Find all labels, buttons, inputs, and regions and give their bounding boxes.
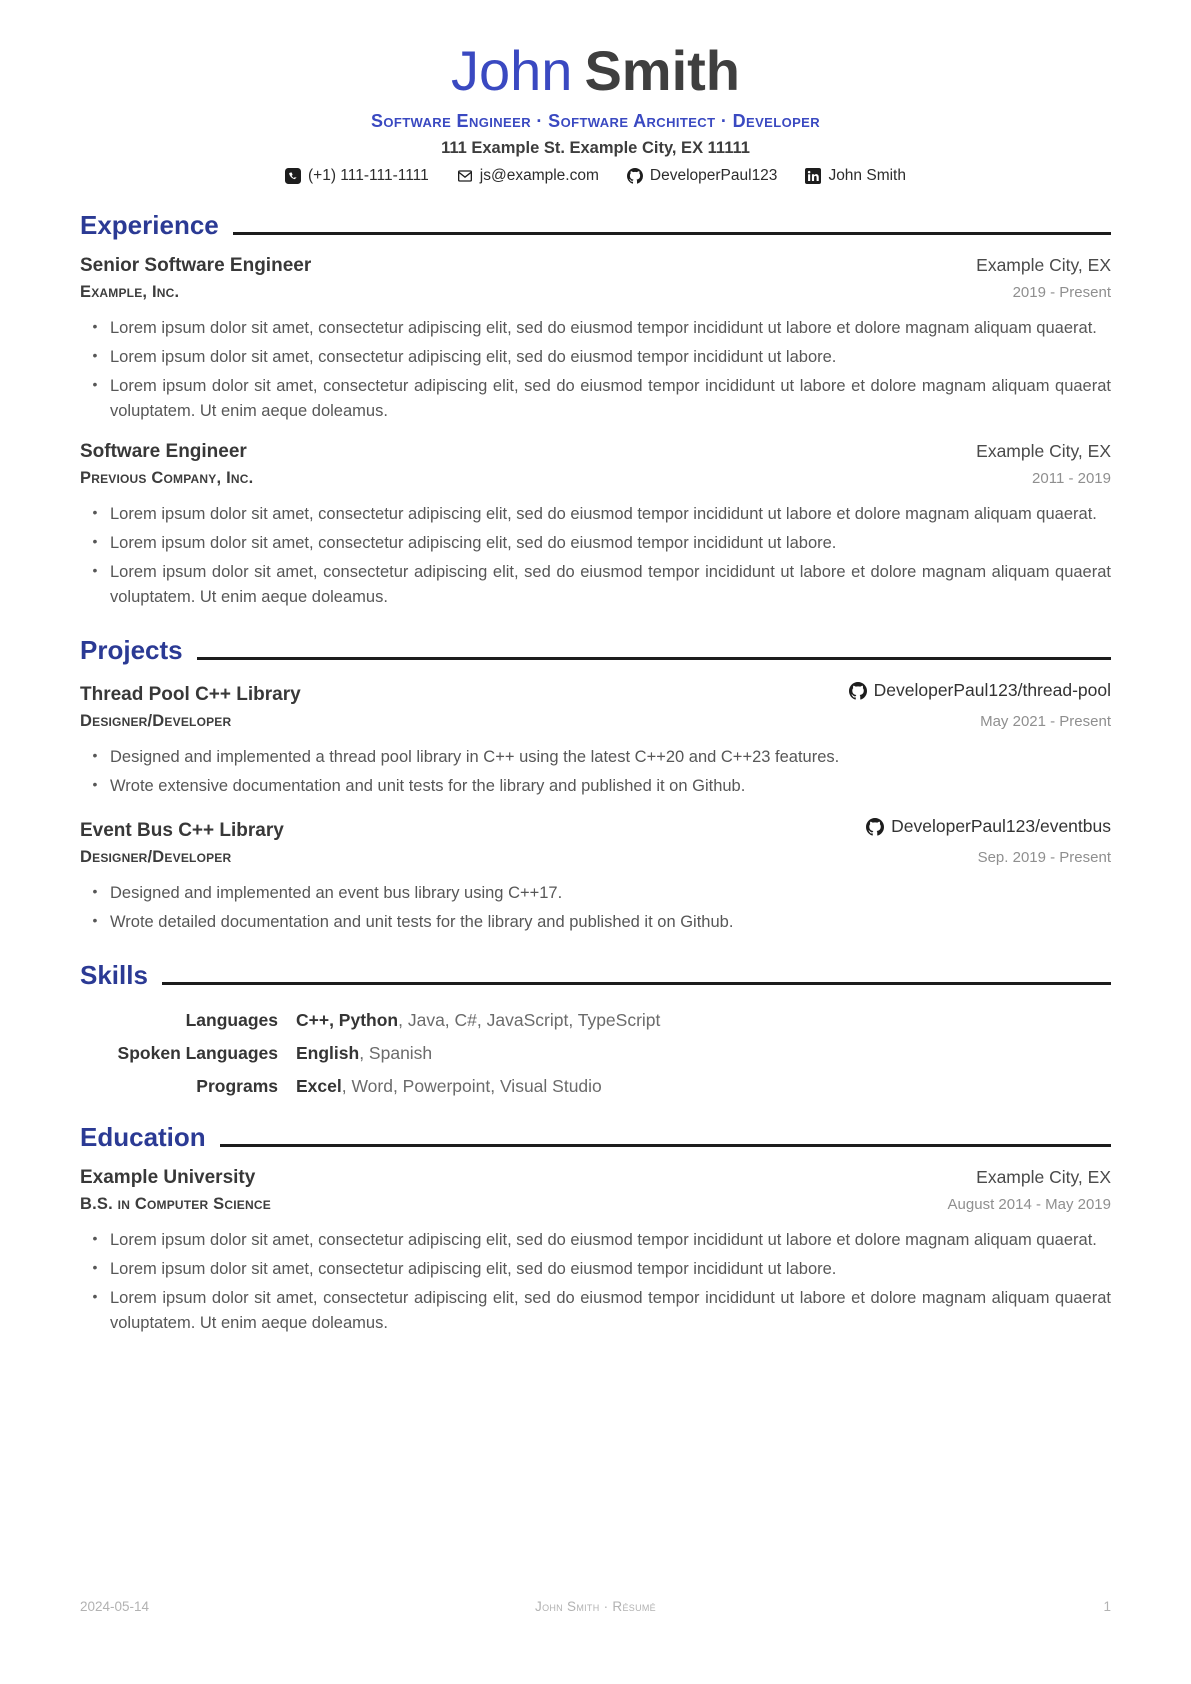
first-name: John [451, 39, 573, 102]
school-location: Example City, EX [976, 1166, 1111, 1187]
degree-name: B.S. in Computer Science [80, 1194, 271, 1213]
skill-rest: , Spanish [359, 1042, 433, 1063]
job-location: Example City, EX [976, 441, 1111, 462]
bullet-text: Lorem ipsum dolor sit amet, consectetur adipiscing elit, sed do eiusmod tempor incididunt ut labore et dolore magnam aliquam quaerat voluptatem. Ut enim aeque doleamus. [110, 376, 1111, 421]
repo-name: DeveloperPaul123/eventbus [891, 816, 1111, 837]
entry-header-row [80, 441, 1111, 463]
phone-number: (+1) 111-111-1111 [308, 166, 429, 184]
list-item [80, 774, 1111, 799]
bullet-dot: • [92, 1287, 98, 1304]
list-item [80, 531, 1111, 556]
education-entry [80, 1167, 1111, 1336]
list-item [80, 910, 1111, 935]
project-role: Designer/Developer [80, 711, 232, 730]
bullet-dot: • [92, 346, 98, 363]
skill-highlight: English [296, 1042, 360, 1063]
bullet-list [80, 316, 1111, 424]
skill-values [296, 1043, 1111, 1064]
project-title: Event Bus C++ Library [80, 819, 284, 841]
list-item [80, 881, 1111, 906]
address-line: 111 Example St. Example City, EX 11111 [441, 138, 750, 157]
list-item [80, 1257, 1111, 1282]
repo-link[interactable] [849, 680, 1111, 701]
entry-subheader-row [80, 712, 1111, 731]
section-rule [233, 232, 1111, 235]
list-item [80, 1228, 1111, 1253]
company-name: Previous Company, Inc. [80, 469, 254, 488]
contact-row [80, 167, 1111, 185]
project-entry [80, 680, 1111, 799]
date-range: August 2014 - May 2019 [947, 1195, 1111, 1213]
bullet-text: Designed and implemented a thread pool library in C++ using the latest C++20 and C++23 features. [110, 747, 840, 766]
job-title: Senior Software Engineer [80, 254, 312, 276]
entry-header-row [80, 680, 1111, 706]
bullet-text: Lorem ipsum dolor sit amet, consectetur adipiscing elit, sed do eiusmod tempor incididunt ut labore et dolore magnam aliquam quaerat. [110, 505, 1097, 524]
bullet-text: Lorem ipsum dolor sit amet, consectetur adipiscing elit, sed do eiusmod tempor incididunt ut labore et dolore magnam aliquam quaerat voluptatem. Ut enim aeque doleamus. [110, 563, 1111, 607]
person-name [80, 39, 1111, 102]
bullet-list [80, 881, 1111, 935]
date-range: Sep. 2019 - Present [977, 848, 1111, 866]
skill-values [296, 1010, 1111, 1031]
bullet-dot: • [92, 533, 98, 550]
section-title: Skills [80, 959, 148, 990]
bullet-text: Lorem ipsum dolor sit amet, consectetur adipiscing elit, sed do eiusmod tempor incididunt ut labore. [110, 1259, 837, 1278]
tagline: Software Engineer · Software Architect · Developer [370, 110, 821, 131]
bullet-dot: • [92, 746, 98, 763]
skill-values [296, 1076, 1111, 1097]
list-item [80, 374, 1111, 424]
section-title: Education [80, 1121, 206, 1152]
linkedin-icon [805, 168, 821, 184]
github-icon [866, 818, 884, 836]
phone-contact[interactable] [285, 167, 429, 185]
bullet-dot: • [92, 317, 98, 334]
bullet-list [80, 502, 1111, 610]
skill-rest: , Word, Powerpoint, Visual Studio [341, 1075, 602, 1096]
bullet-dot: • [92, 504, 98, 521]
date-range: 2019 - Present [1012, 283, 1111, 301]
bullet-text: Wrote detailed documentation and unit tests for the library and published it on Github. [110, 912, 734, 931]
linkedin-contact[interactable] [805, 167, 906, 185]
bullet-text: Lorem ipsum dolor sit amet, consectetur adipiscing elit, sed do eiusmod tempor incididunt ut labore et dolore magnam aliquam quaerat. [110, 1230, 1097, 1249]
bullet-text: Lorem ipsum dolor sit amet, consectetur adipiscing elit, sed do eiusmod tempor incididunt ut labore et dolore magnam aliquam quaerat. [110, 318, 1097, 337]
skill-highlight: Excel [296, 1075, 342, 1096]
last-name: Smith [584, 39, 740, 102]
skill-highlight: C++, Python [296, 1009, 399, 1030]
bullet-text: Lorem ipsum dolor sit amet, consectetur adipiscing elit, sed do eiusmod tempor incididunt ut labore. [110, 347, 837, 366]
date-range: May 2021 - Present [980, 712, 1111, 730]
github-contact[interactable] [627, 167, 778, 185]
section-heading [80, 959, 1111, 990]
linkedin-name: John Smith [828, 166, 906, 184]
project-title: Thread Pool C++ Library [80, 683, 301, 705]
bullet-dot: • [92, 882, 98, 899]
entry-header-row [80, 1167, 1111, 1189]
project-entry [80, 816, 1111, 935]
list-item [80, 1286, 1111, 1336]
footer-date: 2024-05-14 [80, 1599, 150, 1614]
section-heading [80, 1121, 1111, 1152]
bullet-dot: • [92, 1258, 98, 1275]
section-skills [80, 959, 1111, 1097]
bullet-dot: • [92, 911, 98, 928]
experience-entry [80, 255, 1111, 424]
job-title: Software Engineer [80, 441, 247, 463]
entry-subheader-row [80, 469, 1111, 488]
section-rule [220, 1144, 1111, 1147]
section-experience [80, 209, 1111, 611]
entry-subheader-row [80, 283, 1111, 302]
entry-header-row [80, 255, 1111, 277]
footer-title: John Smith · Résumé [535, 1599, 656, 1614]
date-range: 2011 - 2019 [1032, 470, 1111, 488]
job-location: Example City, EX [976, 254, 1111, 275]
bullet-dot: • [92, 776, 98, 792]
repo-link[interactable] [866, 816, 1111, 837]
project-role: Designer/Developer [80, 847, 232, 866]
section-rule [197, 657, 1111, 660]
bullet-dot: • [92, 375, 98, 392]
list-item [80, 745, 1111, 770]
bullet-text: Lorem ipsum dolor sit amet, consectetur adipiscing elit, sed do eiusmod tempor incididunt ut labore et dolore magnam aliquam quaerat voluptatem. Ut enim aeque doleamus. [110, 1288, 1111, 1332]
experience-entry [80, 441, 1111, 610]
bullet-dot: • [92, 562, 98, 579]
bullet-list [80, 1228, 1111, 1336]
skill-category-label: Programs [196, 1075, 278, 1096]
email-icon [457, 168, 473, 184]
entry-subheader-row [80, 848, 1111, 867]
bullet-text: Designed and implemented an event bus library using C++17. [110, 883, 563, 902]
email-contact[interactable] [457, 167, 599, 185]
section-heading [80, 635, 1111, 666]
skills-table [80, 1010, 1111, 1097]
bullet-dot: • [92, 1229, 98, 1246]
section-rule [162, 982, 1111, 985]
skill-category-label: Spoken Languages [117, 1042, 278, 1063]
footer-page-number: 1 [1103, 1599, 1112, 1614]
bullet-text: Wrote extensive documentation and unit tests for the library and published it on Github. [110, 777, 746, 795]
github-username: DeveloperPaul123 [649, 166, 778, 184]
bullet-text: Lorem ipsum dolor sit amet, consectetur adipiscing elit, sed do eiusmod tempor incididunt ut labore. [110, 534, 837, 553]
email-address: js@example.com [479, 166, 599, 184]
section-projects [80, 637, 1111, 934]
page-footer [80, 1599, 1111, 1614]
school-name: Example University [80, 1166, 256, 1188]
entry-subheader-row [80, 1195, 1111, 1214]
phone-icon [285, 168, 301, 184]
section-heading [80, 209, 1111, 240]
skill-category-label: Languages [185, 1009, 278, 1030]
list-item [80, 345, 1111, 370]
section-title: Projects [80, 635, 183, 666]
company-name: Example, Inc. [80, 282, 180, 301]
github-icon [627, 168, 643, 184]
list-item [80, 560, 1111, 610]
section-education [80, 1121, 1111, 1336]
list-item [80, 316, 1111, 341]
list-item [80, 502, 1111, 527]
section-title: Experience [80, 209, 219, 240]
repo-name: DeveloperPaul123/thread-pool [873, 680, 1111, 701]
github-icon [849, 682, 867, 700]
skill-rest: , Java, C#, JavaScript, TypeScript [398, 1009, 661, 1030]
entry-header-row [80, 816, 1111, 842]
bullet-list [80, 745, 1111, 799]
